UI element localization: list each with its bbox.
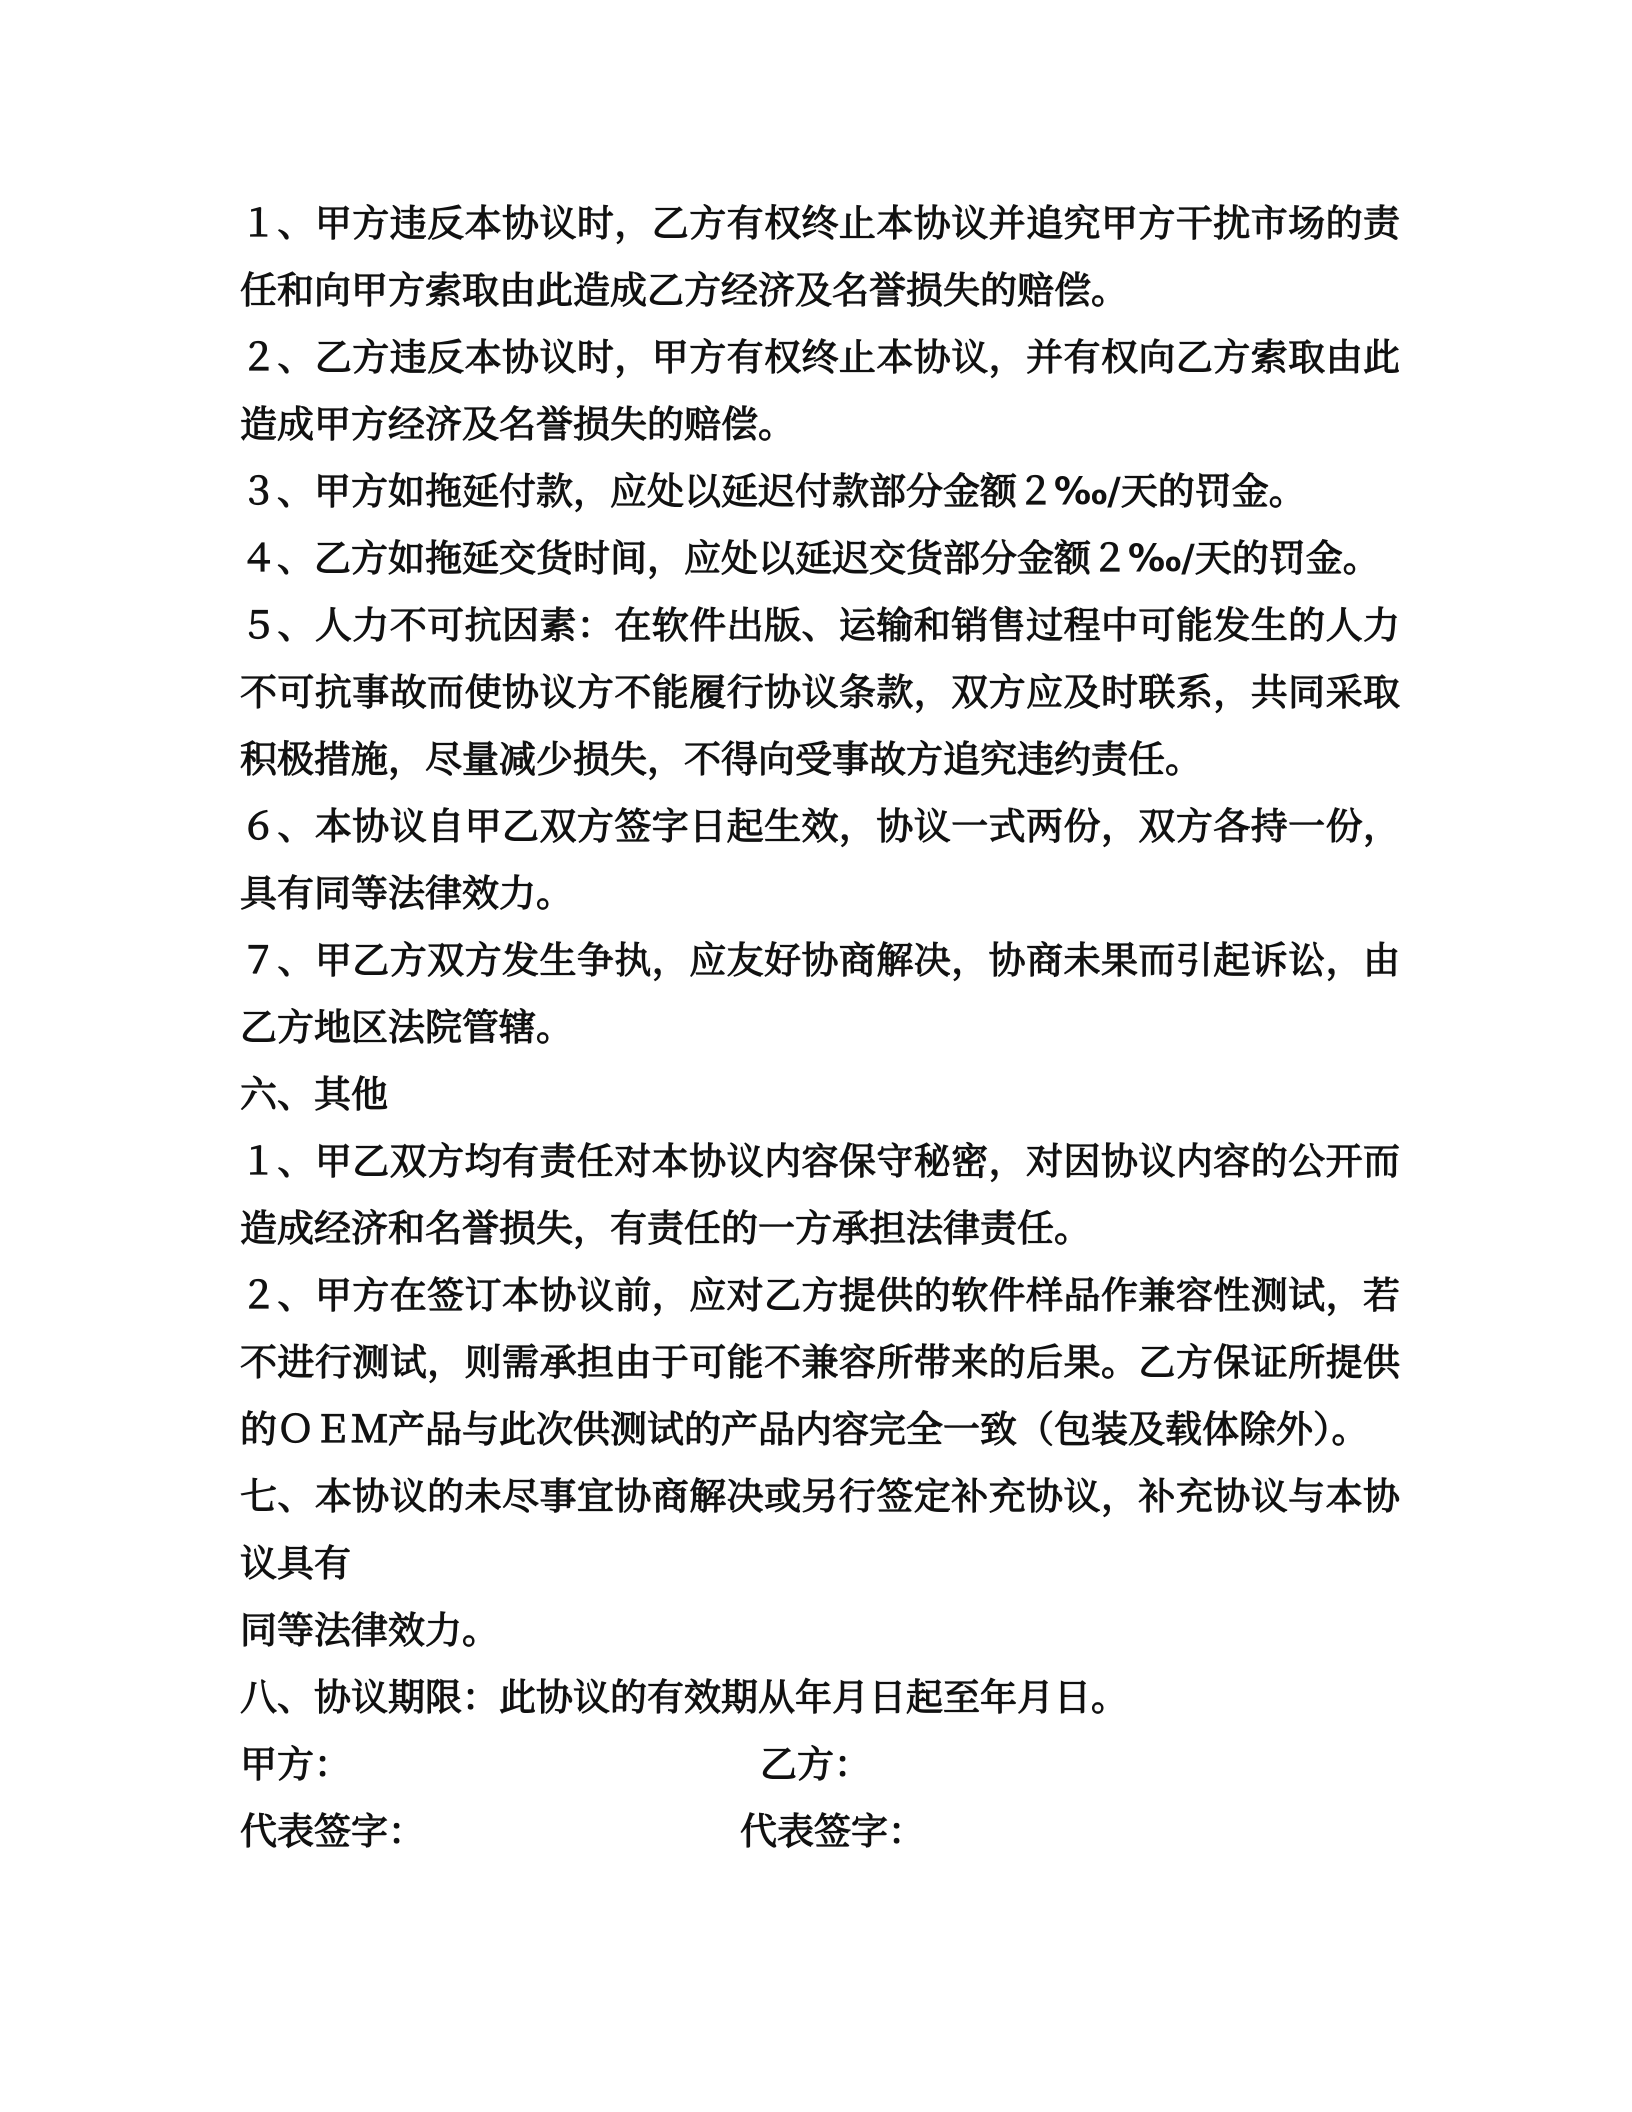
clause-breach-party-a: １、甲方违反本协议时，乙方有权终止本协议并追究甲方干扰市场的责任和向甲方索取由此造成乙方经济及名誉损失的赔偿。 bbox=[240, 202, 1400, 312]
signature-label-row bbox=[240, 1798, 1400, 1865]
section-supplementary: 七、本协议的未尽事宜协商解决或另行签定补充协议，补充协议与本协议具有 bbox=[240, 1475, 1400, 1585]
clause-dispute: ７、甲乙方双方发生争执，应友好协商解决，协商未果而引起诉讼，由乙方地区法院管辖。 bbox=[240, 939, 1400, 1049]
party-b-signature-label: 代表签字： bbox=[740, 1810, 925, 1853]
section-supplementary-continued: 同等法律效力。 bbox=[240, 1609, 499, 1652]
document-body bbox=[240, 190, 1400, 1865]
party-a-label: 甲方： bbox=[240, 1743, 351, 1786]
party-a-signature-label: 代表签字： bbox=[240, 1810, 425, 1853]
clause-effectiveness: ６、本协议自甲乙双方签字日起生效，协议一式两份，双方各持一份，具有同等法律效力。 bbox=[240, 805, 1400, 915]
section-heading-other: 六、其他 bbox=[240, 1073, 388, 1116]
clause-compatibility-test: ２、甲方在签订本协议前，应对乙方提供的软件样品作兼容性测试，若不进行测试，则需承担由于可能不兼容所带来的后果。乙方保证所提供的ＯＥＭ产品与此次供测试的产品内容完全一致（包装及载体除外）。 bbox=[240, 1274, 1400, 1451]
section-term: 八、协议期限：此协议的有效期从年月日起至年月日。 bbox=[240, 1676, 1128, 1719]
party-b-label: 乙方： bbox=[760, 1743, 871, 1786]
clause-breach-party-b: ２、乙方违反本协议时，甲方有权终止本协议，并有权向乙方索取由此造成甲方经济及名誉损失的赔偿。 bbox=[240, 336, 1400, 446]
clause-late-payment: ３、甲方如拖延付款，应处以延迟付款部分金额２‰/天的罚金。 bbox=[240, 470, 1306, 513]
clause-confidentiality: １、甲乙双方均有责任对本协议内容保守秘密，对因协议内容的公开而造成经济和名誉损失，有责任的一方承担法律责任。 bbox=[240, 1140, 1400, 1250]
party-label-row bbox=[240, 1731, 1400, 1798]
clause-force-majeure: ５、人力不可抗因素：在软件出版、运输和销售过程中可能发生的人力不可抗事故而使协议方不能履行协议条款，双方应及时联系，共同采取积极措施，尽量减少损失，不得向受事故方追究违约责任。 bbox=[240, 604, 1400, 781]
clause-late-delivery: ４、乙方如拖延交货时间，应处以延迟交货部分金额２‰/天的罚金。 bbox=[240, 537, 1380, 580]
